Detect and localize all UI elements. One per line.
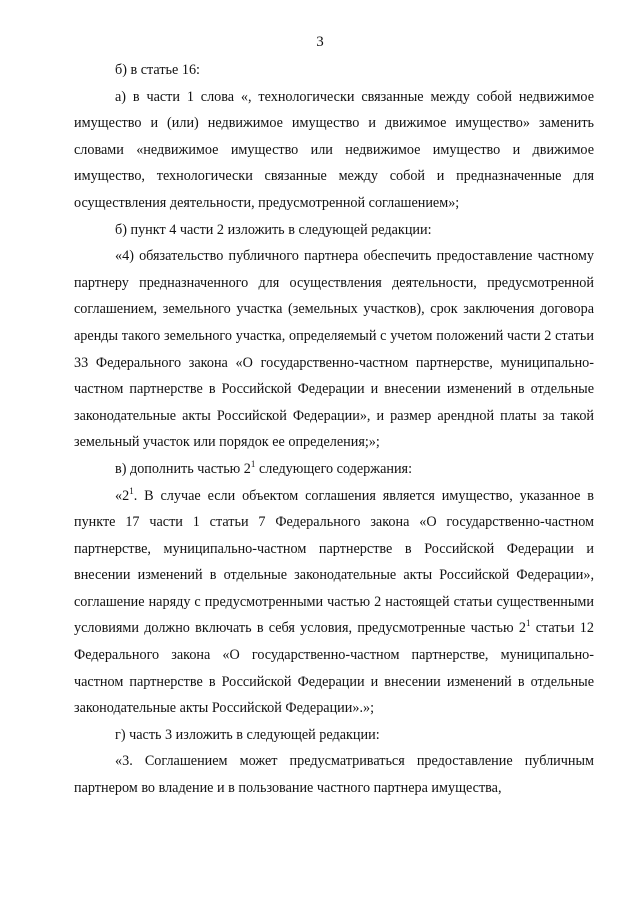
superscript: 1 [250, 458, 256, 469]
paragraph-quote-2-1 [74, 483, 594, 722]
text-segment: «2 [115, 487, 130, 504]
paragraph-b-item-4: б) пункт 4 части 2 изложить в следующей редакции: [115, 221, 432, 238]
paragraph-quote-3: «3. Соглашением может предусматриваться предоставление публичным партнером во владение и в пользование частного партнера имущества, [74, 753, 594, 797]
document-body [74, 57, 594, 802]
text-segment: статьи 12 Федерального закона «О государственно-частном партнерстве, муниципально-частном партнерстве в Российской Федерации и внесении изменений в отдельные законодательные акты Российской Федерации».»; [74, 620, 594, 717]
superscript: 1 [525, 618, 531, 629]
paragraph-v-add-part [74, 456, 594, 483]
page-number: 3 [316, 34, 324, 50]
text-segment: в) дополнить частью 2 [115, 460, 251, 477]
text-segment: . В случае если объектом соглашения является имущество, указанное в пункте 17 части 1 статьи 7 Федерального закона «О государственно-частном партнерстве, муниципально-частном партнерстве в Российской Федерации и внесении изменений в отдельные законодательные акты Российской Федерации», соглашение наряду с предусмотренными частью 2 настоящей статьи существенными условиями должно включать в себя условия, предусмотренные частью 2 [74, 487, 594, 637]
paragraph-article-16: б) в статье 16: [115, 62, 200, 78]
paragraph-quote-4: «4) обязательство публичного партнера обеспечить предоставление частному партнеру предназначенного для осуществления деятельности, предусмотренной соглашением, земельного участка (земельных участков), срок заключения договора аренды такого земельного участка, определяемый с учетом положений части 2 статьи 33 Федерального закона «О государственно-частном партнерстве, муниципально-частном партнерстве в Российской Федерации и внесении изменений в отдельные законодательные акты Российской Федерации», и размер арендной платы за такой земельный участок или порядок ее определения;»; [74, 248, 594, 451]
text-segment: следующего содержания: [255, 460, 413, 477]
paragraph-g-part-3: г) часть 3 изложить в следующей редакции: [115, 726, 380, 743]
paragraph-a-part-1: а) в части 1 слова «, технологически связанные между собой недвижимое имущество и (или) недвижимое имущество и движимое имущество» заменить словами «недвижимое имущество или недвижимое имущество и движимое имущество, технологически связанные между собой и предназначенные для осуществления деятельности, предусмотренной соглашением»; [74, 88, 594, 211]
superscript: 1 [129, 485, 134, 496]
